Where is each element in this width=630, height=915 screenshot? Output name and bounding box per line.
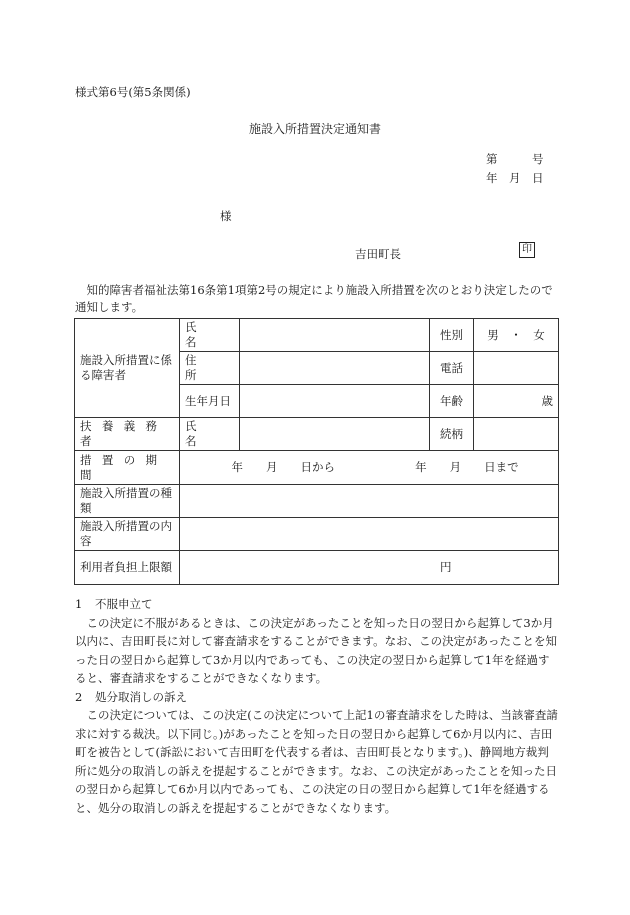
- content-label: 施設入所措置の内容: [75, 518, 180, 551]
- period-label: 措置の期間: [75, 451, 180, 485]
- sex-choice[interactable]: 男 ・ 女: [474, 319, 559, 352]
- age-unit: 歳: [474, 385, 559, 418]
- note-1-index: 1: [75, 597, 83, 611]
- cost-unit: 円: [440, 560, 452, 574]
- relation-label: 続柄: [430, 418, 474, 451]
- period-to: 年 月 日まで: [415, 460, 519, 474]
- seal-mark: 印: [519, 242, 535, 258]
- period-from: 年 月 日から: [231, 460, 335, 474]
- type-field[interactable]: [180, 485, 559, 518]
- relation-field[interactable]: [474, 418, 559, 451]
- decision-form-table: [74, 318, 559, 585]
- address-field[interactable]: [240, 352, 430, 385]
- guardian-label: 扶養義務者: [75, 418, 180, 451]
- phone-label: 電話: [430, 352, 474, 385]
- note-2-index: 2: [75, 689, 83, 704]
- form-number: 様式第6号(第5条関係): [75, 85, 191, 99]
- note-1-heading: [75, 595, 559, 614]
- document-title: 施設入所措置決定通知書: [248, 122, 381, 136]
- type-label: 施設入所措置の種類: [75, 485, 180, 518]
- document-date-line: 年 月 日: [486, 171, 544, 185]
- issuer-name: 吉田町長: [355, 247, 401, 261]
- age-label: 年齢: [430, 385, 474, 418]
- guardian-name-label: 氏 名: [180, 418, 240, 451]
- note-1-title: 不服申立て: [95, 597, 153, 611]
- document-number-line: 第 号: [486, 152, 544, 166]
- guardian-name-field[interactable]: [240, 418, 430, 451]
- note-2-body: この決定については、この決定(この決定について上記1の審査請求をした時は、当該審査請求に対する裁決。以下同じ。)があったことを知った日の翌日から起算して6か月以内に、吉田町を被告として(訴訟において吉田町を代表する者は、吉田町長となります。)、静岡地方裁判所に処分の取消しの訴えを提起することができます。なお、この決定があったことを知った日の翌日から起算して6か月以内であっても、この決定の日の翌日から起算して1年を経過すると、処分の取消しの訴えを提起することができなくなります。: [75, 708, 558, 815]
- addressee-suffix: 様: [220, 209, 232, 223]
- address-label: 住 所: [180, 352, 240, 385]
- note-1-body: この決定に不服があるときは、この決定があったことを知った日の翌日から起算して3か月以内に、吉田町長に対して審査請求をすることができます。なお、この決定があったことを知った日の翌日から起算して3か月以内であっても、この決定の翌日から起算して1年を経過すると、審査請求をすることができなくなります。: [75, 615, 557, 685]
- name-field[interactable]: [240, 319, 430, 352]
- period-field[interactable]: [180, 451, 559, 485]
- birth-date-field[interactable]: [240, 385, 430, 418]
- note-2-title: 処分取消しの訴え: [95, 689, 187, 704]
- cost-label: 利用者負担上限額: [75, 551, 180, 585]
- intro-paragraph: 知的障害者福祉法第16条第1項第2号の規定により施設入所措置を次のとおり決定したので通知します。: [75, 283, 553, 314]
- notes-section: [75, 595, 559, 817]
- cost-field[interactable]: [180, 551, 559, 585]
- content-field[interactable]: [180, 518, 559, 551]
- note-2-heading: [75, 688, 559, 707]
- birth-date-label: 生年月日: [180, 385, 240, 418]
- sex-label: 性別: [430, 319, 474, 352]
- phone-field[interactable]: [474, 352, 559, 385]
- name-label: 氏 名: [180, 319, 240, 352]
- person-group-label: 施設入所措置に係る障害者: [75, 319, 180, 418]
